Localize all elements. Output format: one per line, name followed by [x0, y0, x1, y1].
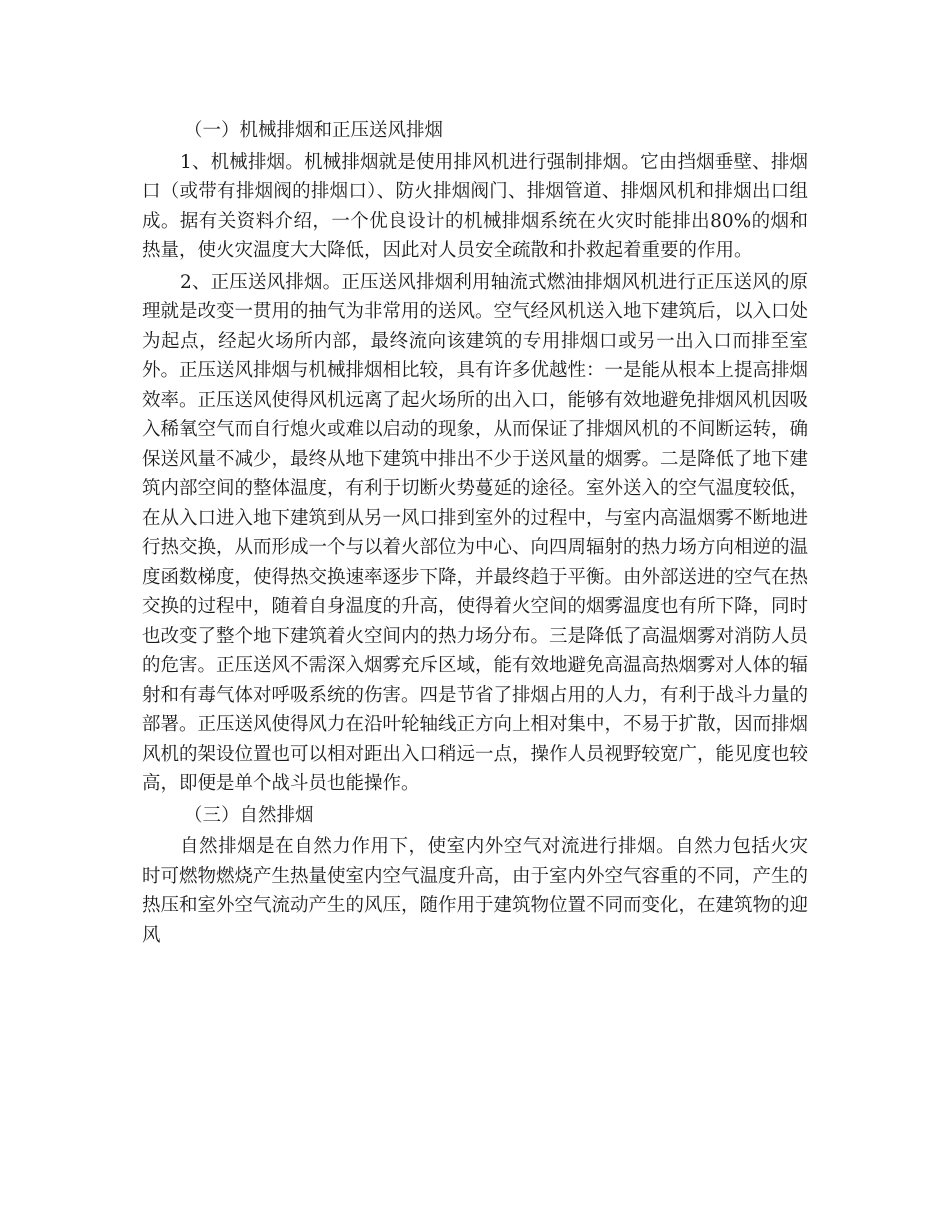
paragraph-natural-smoke-exhaust: 自然排烟是在自然力作用下，使室内外空气对流进行排烟。自然力包括火灾时可燃物燃烧产生热量使室内空气温度升高，由于室内外空气容重的不同，产生的热压和室外空气流动产生的风压，随作用于建筑物位置不同而变化，在建筑物的迎风: [142, 836, 809, 946]
document-body: [142, 116, 808, 952]
section-heading-mechanical-smoke-exhaust: （一）机械排烟和正压送风排烟: [184, 120, 444, 141]
section-heading-natural-smoke-exhaust: （三）自然排烟: [184, 804, 314, 826]
paragraph-mechanical-smoke-exhaust: 1、机械排烟。机械排烟就是使用排风机进行强制排烟。它由挡烟垂壁、排烟口（或带有排烟阀的排烟口）、防火排烟阀门、排烟管道、排烟风机和排烟出口组成。据有关资料介绍，一个优良设计的机械排烟系统在火灾时能排出80%的烟和热量，使火灾温度大大降低，因此对人员安全疏散和扑救起着重要的作用。: [142, 151, 808, 261]
paragraph-positive-pressure-ventilation: 2、正压送风排烟。正压送风排烟利用轴流式燃油排烟风机进行正压送风的原理就是改变一贯用的抽气为非常用的送风。空气经风机送入地下建筑后，以入口处为起点，经起火场所内部，最终流向该建筑的专用排烟口或另一出入口而排至室外。正压送风排烟与机械排烟相比较，具有许多优越性：一是能从根本上提高排烟效率。正压送风使得风机远离了起火场所的出入口，能够有效地避免排烟风机因吸入稀氧空气而自行熄火或难以启动的现象，从而保证了排烟风机的不间断运转，确保送风量不减少，最终从地下建筑中排出不少于送风量的烟雾。二是降低了地下建筑内部空间的整体温度，有利于切断火势蔓延的途径。室外送入的空气温度较低，在从入口进入地下建筑到从另一风口排到室外的过程中，与室内高温烟雾不断地进行热交换，从而形成一个与以着火部位为中心、向四周辐射的热力场方向相逆的温度函数梯度，使得热交换速率逐步下降，并最终趋于平衡。由外部送进的空气在热交换的过程中，随着自身温度的升高，使得着火空间的烟雾温度也有所下降，同时也改变了整个地下建筑着火空间内的热力场分布。三是降低了高温烟雾对消防人员的危害。正压送风不需深入烟雾充斥区域，能有效地避免高温高热烟雾对人体的辐射和有毒气体对呼吸系统的伤害。四是节省了排烟占用的人力，有利于战斗力量的部署。正压送风使得风力在沿叶轮轴线正方向上相对集中，不易于扩散，因而排烟风机的架设位置也可以相对距出入口稍远一点，操作人员视野较宽广，能见度也较高，即便是单个战斗员也能操作。: [142, 271, 809, 794]
